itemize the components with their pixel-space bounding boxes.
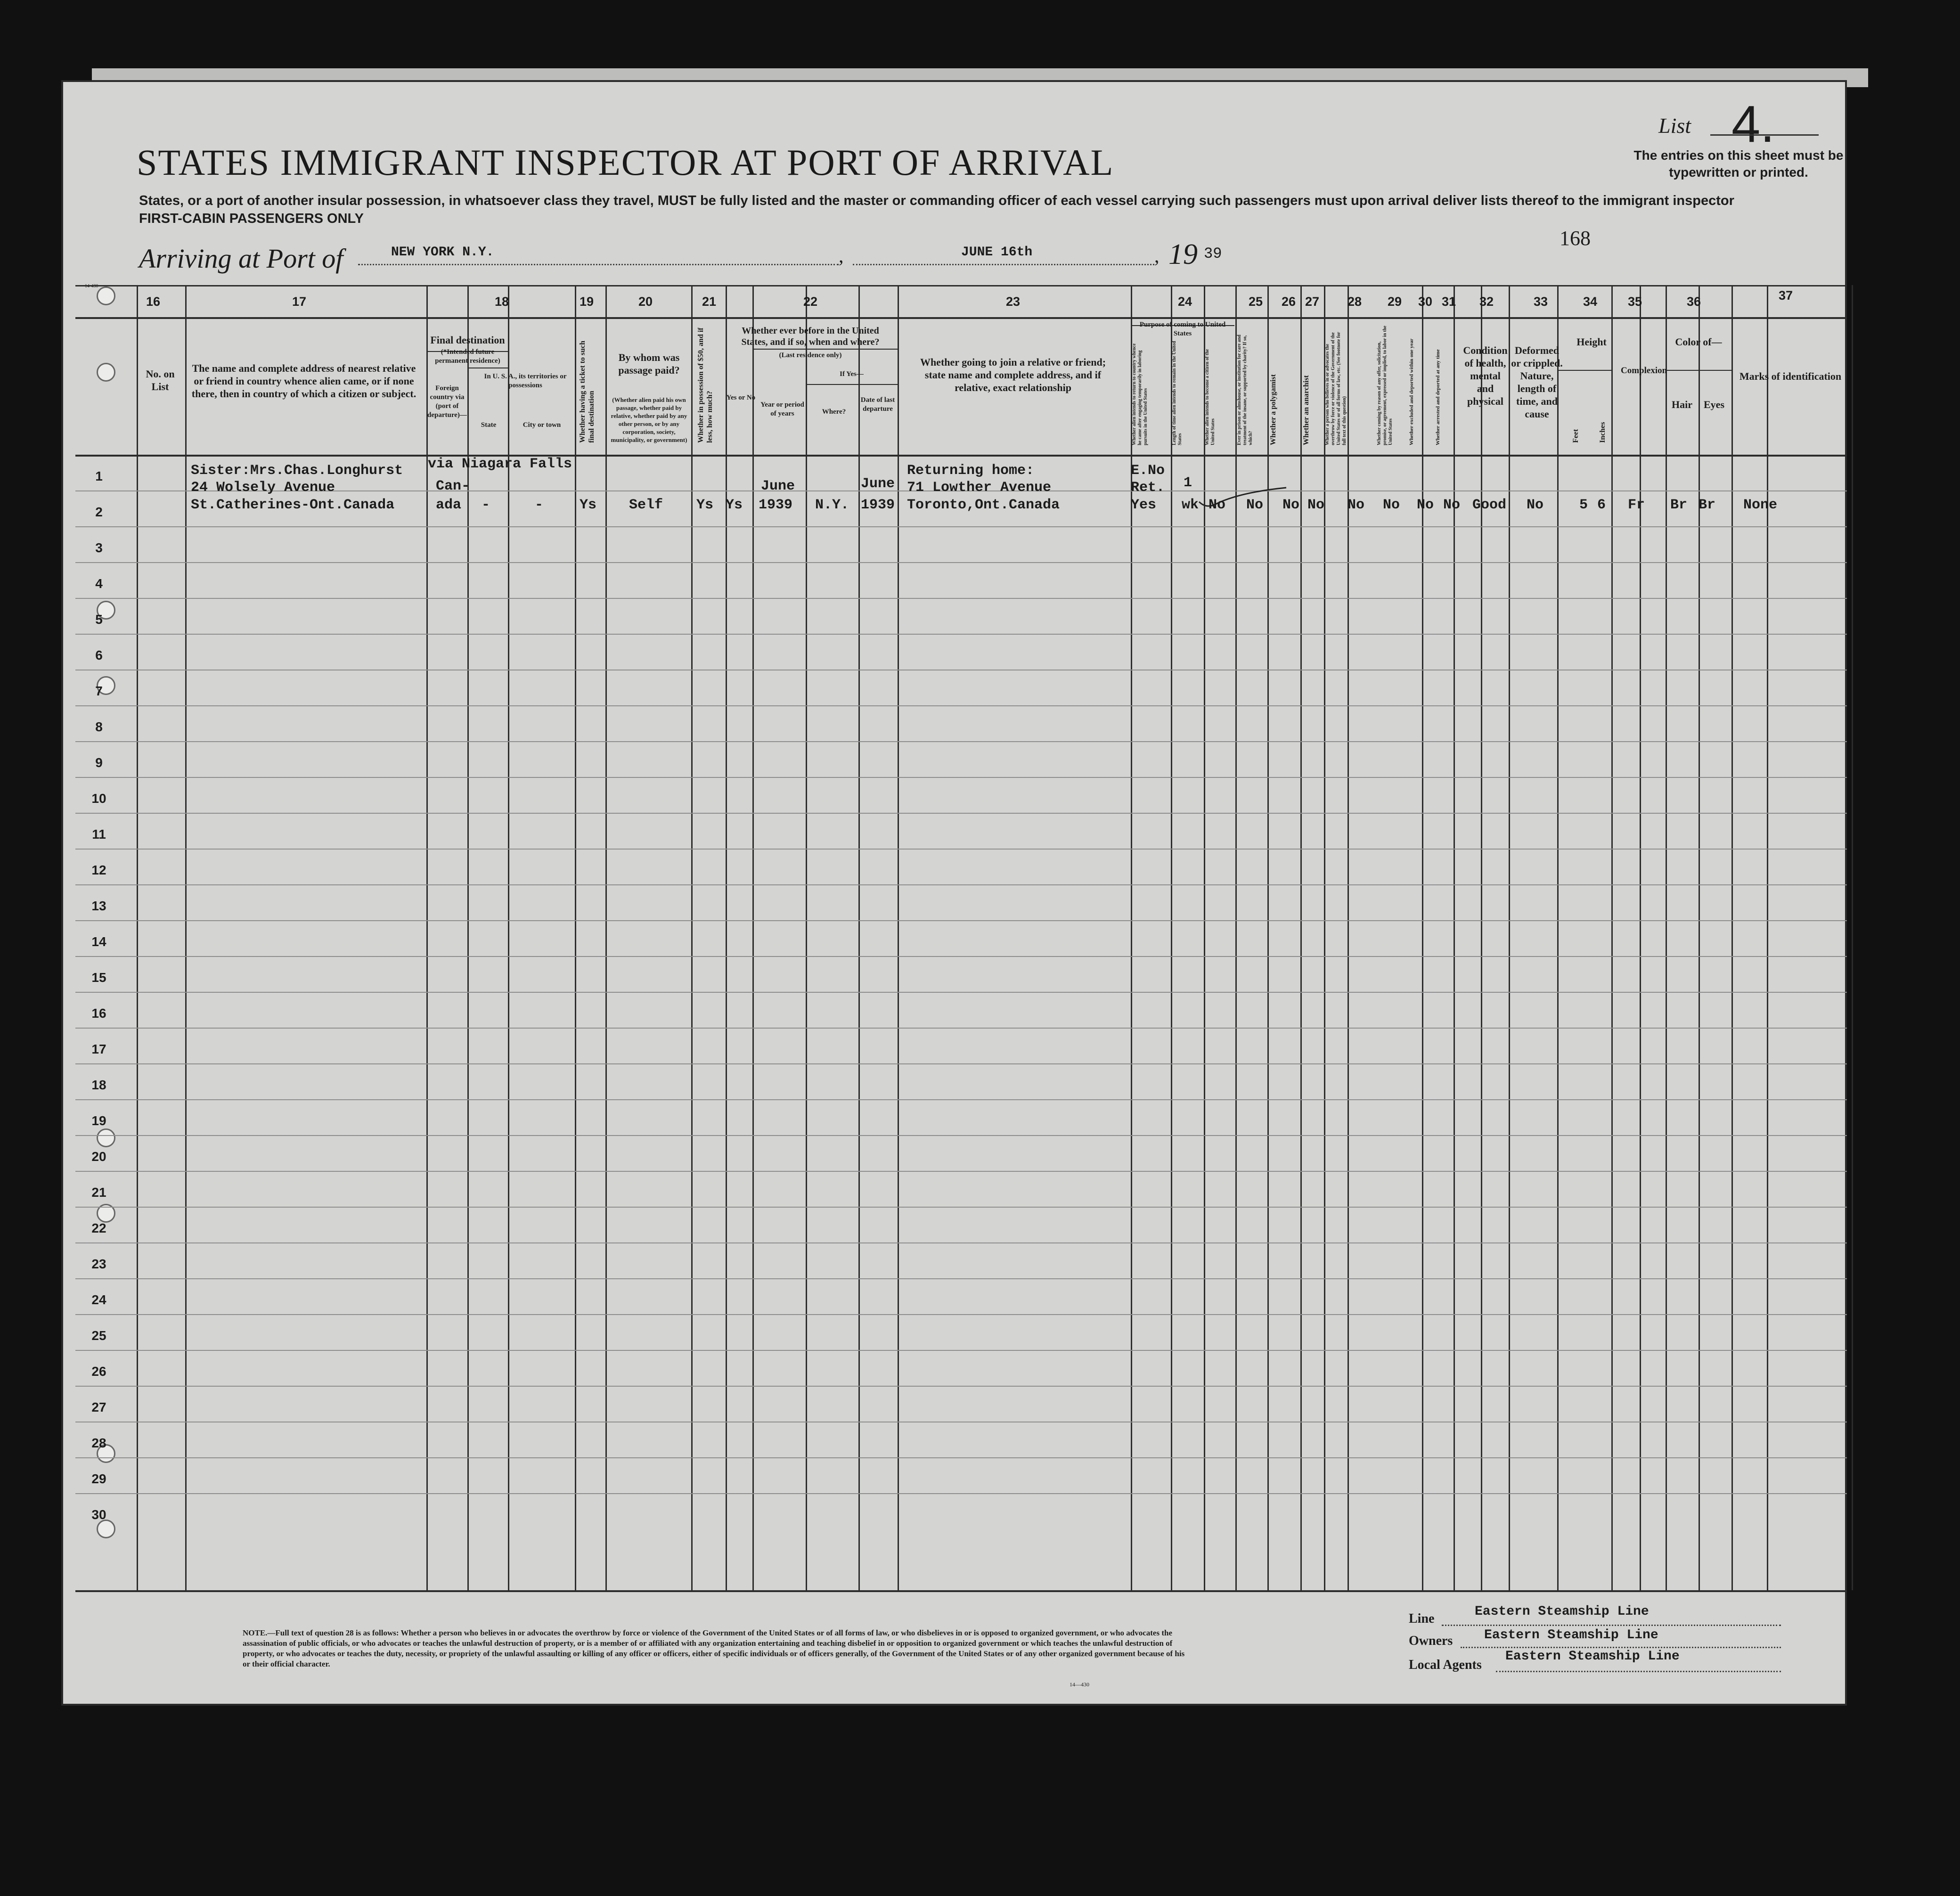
header-inches: Inches	[1599, 422, 1607, 443]
list-underline	[1710, 134, 1819, 136]
row-number: 19	[91, 1113, 106, 1128]
before-in-us-value: Ys	[726, 497, 743, 513]
row-divider	[75, 849, 1847, 850]
row-number: 4	[95, 576, 103, 591]
col-num-20: 20	[638, 294, 653, 309]
footnote-q28: NOTE.—Full text of question 28 is as follows: Whether a person who believes in or advocates the overthrow by force or violence of the Government of the United States or of all forms of law, or who disbelieves in or is opposed to organized government, or who advocates the assassination of public officials, or who advocates or teaches the unlawful destruction of property, or is a member of or affiliated with any organization entertaining and teaching disbelief in or opposition to organized government or which teaches the unlawful destruction of property, or who advocates or teaches the duty, necessity, or propriety of the unlawful assaulting or killing of any officer or officers, either of specific individuals or of officers generally, of the Government of the United States or of any other organized government because of his or their official character.	[243, 1628, 1185, 1668]
row-number: 1	[95, 469, 103, 483]
row-divider	[75, 1314, 1847, 1315]
row-number: 2	[95, 505, 103, 519]
header-where: Where?	[822, 408, 846, 416]
header-q30: Whether excluded and deported within one year	[1409, 338, 1414, 445]
row-number: 6	[95, 648, 103, 662]
header-citizen: Whether alien intends to become a citizen of the United States	[1205, 349, 1216, 445]
arriving-label: Arriving at Port of	[139, 243, 343, 274]
row-divider	[75, 1171, 1847, 1172]
col-num-23: 23	[1005, 294, 1021, 309]
polygamist-value: No	[1282, 497, 1300, 513]
length-stay-l1: 1	[1184, 475, 1192, 491]
row-number: 16	[91, 1006, 106, 1021]
header-polygamist: Whether a polygamist	[1269, 374, 1277, 445]
header-purpose: Purpose of coming to United States	[1139, 321, 1226, 337]
height-feet-value: 5	[1579, 497, 1588, 513]
row-divider	[75, 598, 1847, 599]
joining-line-2: 71 Lowther Avenue	[907, 480, 1052, 496]
relative-line-2: 24 Wolsely Avenue	[191, 480, 335, 496]
row-number: 18	[91, 1078, 106, 1092]
complexion-value: Fr	[1628, 497, 1645, 513]
row-number: 10	[91, 791, 106, 806]
col-num-32: 32	[1479, 294, 1494, 309]
purpose-line-2: Ret.	[1131, 480, 1165, 496]
entries-note: The entries on this sheet must be typewritten or printed.	[1633, 148, 1844, 180]
before-year-l2: 1939	[759, 497, 793, 513]
row-divider	[75, 1063, 1847, 1064]
row-divider	[75, 777, 1847, 778]
via-route: via Niagara Falls	[428, 456, 572, 472]
header-yes-no: Yes or No	[726, 394, 756, 401]
row-divider	[75, 920, 1847, 921]
header-q31: Whether arrested and deported at any time	[1435, 349, 1441, 445]
marks-value: None	[1743, 497, 1778, 513]
header-before-sub: (Last residence only)	[779, 351, 842, 359]
header-q29: Whether coming by reason of any offer, solicitation, promise, or agreement, expressed or implied, to labor in the United States	[1377, 326, 1393, 445]
agents-value: Eastern Steamship Line	[1505, 1649, 1680, 1664]
row-number: 30	[91, 1507, 106, 1522]
port-field: NEW YORK N.Y.	[391, 245, 494, 260]
q31-value: No	[1443, 497, 1461, 513]
header-final-destination: Final destination	[430, 334, 505, 346]
row-number: 12	[91, 863, 106, 877]
header-year: Year or period of years	[760, 401, 804, 417]
row-divider	[75, 956, 1847, 957]
header-state: State	[481, 421, 497, 429]
col-num-27: 27	[1305, 294, 1320, 309]
row-divider	[75, 1135, 1847, 1136]
row-divider	[75, 1207, 1847, 1208]
row-number: 14	[91, 934, 106, 949]
row-divider	[75, 1350, 1847, 1351]
agents-label: Local Agents	[1409, 1658, 1482, 1672]
row-number: 29	[91, 1471, 106, 1486]
row-number: 5	[95, 612, 103, 627]
form-number: 14-430	[85, 284, 98, 289]
row-divider	[75, 741, 1847, 742]
foreign-country-l1: Can-	[436, 478, 470, 494]
row-number: 24	[91, 1292, 106, 1307]
header-ticket: Whether having a ticket to such final destination	[579, 340, 596, 443]
header-prison: Ever in prison or almshouse, or institution for care and treatment of the insane, or supported by charity? If so, which?	[1237, 335, 1253, 445]
row-number: 28	[91, 1436, 106, 1450]
row-number: 23	[91, 1257, 106, 1271]
header-joining: Whether going to join a relative or friend; state name and complete address, and if relative, exact relationship	[920, 356, 1106, 393]
footer-form-number: 14—430	[1070, 1681, 1089, 1688]
col-num-24: 24	[1177, 294, 1192, 309]
row-divider	[75, 1457, 1847, 1458]
last-departure-l1: June	[861, 476, 895, 492]
header-q28: Whether a person who believes in or advocates the overthrow by force or violence of the Government of the United States or of all forms of law, etc. (See footnote for full text of this question)	[1325, 332, 1347, 445]
length-stay-l2: wk	[1182, 497, 1199, 513]
date-field: JUNE 16th	[961, 245, 1033, 260]
year-suffix: 39	[1204, 245, 1222, 262]
col-num-28: 28	[1347, 294, 1362, 309]
row-divider	[75, 562, 1847, 563]
col-num-26: 26	[1282, 294, 1296, 309]
col-num-30: 30	[1418, 294, 1433, 309]
header-complexion: Complexion	[1621, 366, 1667, 376]
header-money: Whether in possession of $50, and if less, how much?	[697, 327, 714, 443]
before-where-value: N.Y.	[815, 497, 849, 513]
header-marks: Marks of identification	[1739, 370, 1842, 382]
header-if-yes: If Yes—	[840, 370, 864, 378]
anarchist-value: No	[1307, 497, 1325, 513]
row-number: 26	[91, 1364, 106, 1379]
purpose-line-3: Yes	[1131, 497, 1157, 513]
col-num-29: 29	[1388, 294, 1402, 309]
line-value: Eastern Steamship Line	[1475, 1604, 1649, 1619]
list-label: List	[1658, 114, 1691, 138]
header-intends-return: Whether alien intends to return to country whence he came after engaging temporarily in laboring pursuits in the United States	[1132, 343, 1148, 445]
q29-value: No	[1383, 497, 1400, 513]
col-num-21: 21	[702, 294, 717, 309]
header-deformed: Deformed or crippled. Nature, length of time, and cause	[1511, 344, 1563, 420]
col-num-35: 35	[1627, 294, 1642, 309]
row-number: 27	[91, 1400, 106, 1414]
eyes-value: Br	[1699, 497, 1716, 513]
health-value: Good	[1472, 497, 1507, 513]
dest-state: -	[482, 497, 490, 513]
col-num-19: 19	[580, 294, 594, 309]
passage-paid-value: Self	[629, 497, 663, 513]
before-year-l1: June	[761, 478, 795, 494]
header-passage-paid-sub: (Whether alien paid his own passage, whether paid by relative, whether paid by any other person, or by any corporation, society, municipality, or government)	[611, 396, 687, 443]
ticket-value: Ys	[580, 497, 597, 513]
row-number: 22	[91, 1221, 106, 1235]
row-divider	[75, 992, 1847, 993]
col-num-25: 25	[1249, 294, 1263, 309]
header-in-usa: In U. S. A., its territories or possessions	[484, 373, 567, 389]
header-foreign-country: Foreign country via (port of departure)—	[427, 384, 467, 419]
row-divider	[75, 1242, 1847, 1243]
header-feet: Feet	[1572, 429, 1580, 443]
row-number: 7	[95, 684, 103, 698]
header-eyes: Eyes	[1704, 399, 1724, 410]
row-number: 17	[91, 1042, 106, 1056]
citizen-value: No	[1209, 497, 1226, 513]
row-divider	[75, 1278, 1847, 1279]
header-anarchist: Whether an anarchist	[1302, 375, 1310, 445]
purpose-line-1: E.No	[1131, 463, 1165, 479]
row-number: 8	[95, 719, 103, 734]
relative-line-1: Sister:Mrs.Chas.Longhurst	[191, 463, 403, 479]
col-num-34: 34	[1583, 294, 1598, 309]
port-field-line	[358, 264, 839, 265]
col-num-16: 16	[146, 294, 161, 309]
row-divider	[75, 884, 1847, 885]
height-inches-value: 6	[1597, 497, 1606, 513]
page-title: STATES IMMIGRANT INSPECTOR AT PORT OF ARRIVAL	[137, 142, 1114, 183]
row-divider	[75, 526, 1847, 527]
row-number: 13	[91, 899, 106, 913]
row-divider	[75, 813, 1847, 814]
instruction-line: States, or a port of another insular possession, in whatsoever class they travel, MUST be fully listed and the master or commanding officer of each vessel carrying such passengers must upon arrival deliver lists thereof to the immigrant inspector	[139, 193, 1734, 208]
header-final-destination-sub: (*Intended future permanent residence)	[435, 348, 500, 365]
header-last-departure: Date of last departure	[860, 396, 895, 413]
owners-value: Eastern Steamship Line	[1484, 1628, 1658, 1643]
col-num-17: 17	[292, 294, 307, 309]
row-number: 21	[91, 1185, 106, 1200]
year-prefix: 19	[1168, 238, 1198, 270]
row-divider	[75, 1099, 1847, 1100]
col-num-36: 36	[1686, 294, 1701, 309]
prison-value: No	[1246, 497, 1264, 513]
header-height: Height	[1576, 336, 1607, 348]
list-number: 4.	[1731, 95, 1775, 153]
row-number: 25	[91, 1328, 106, 1343]
money-value: Ys	[696, 497, 714, 513]
passenger-class-line: FIRST-CABIN PASSENGERS ONLY	[139, 211, 364, 226]
col-num-33: 33	[1533, 294, 1548, 309]
header-city: City or town	[523, 421, 561, 429]
deformed-value: No	[1527, 497, 1544, 513]
row-number: 3	[95, 540, 103, 555]
row-divider	[75, 1386, 1847, 1387]
header-hair: Hair	[1672, 399, 1692, 410]
header-passage-paid: By whom was passage paid?	[618, 351, 680, 376]
header-relative-address: The name and complete address of nearest relative or friend in country whence alien came, or if none there, then in country of which a citizen or subject.	[191, 362, 416, 400]
row-number: 15	[91, 970, 106, 985]
owners-label: Owners	[1409, 1634, 1453, 1648]
header-before-in-us: Whether ever before in the United States, and if so, when and where?	[741, 326, 880, 347]
foreign-country-l2: ada	[436, 497, 462, 513]
col-num-22: 22	[803, 294, 818, 309]
last-departure-l2: 1939	[861, 497, 895, 513]
header-color: Color of—	[1675, 336, 1722, 348]
q28-value: No	[1348, 497, 1365, 513]
stamp-number: 168	[1560, 227, 1591, 250]
date-field-line	[853, 264, 1154, 265]
header-length-stay: Length of time alien intends to remain in the United States	[1172, 341, 1183, 445]
header-no-on-list: No. on List	[146, 368, 175, 392]
row-number: 11	[92, 827, 106, 842]
col-num-37: 37	[1778, 288, 1793, 302]
col-num-31: 31	[1442, 294, 1456, 309]
header-health: Condition of health, mental and physical	[1463, 344, 1508, 407]
row-number: 20	[91, 1149, 106, 1164]
col-num-18: 18	[494, 294, 509, 309]
hair-value: Br	[1670, 497, 1688, 513]
joining-line-3: Toronto,Ont.Canada	[907, 497, 1060, 513]
row-divider	[75, 1028, 1847, 1029]
relative-line-3: St.Catherines-Ont.Canada	[191, 497, 395, 513]
joining-line-1: Returning home:	[907, 463, 1035, 479]
dest-city: -	[535, 497, 544, 513]
line-label: Line	[1409, 1611, 1435, 1626]
row-divider	[75, 634, 1847, 635]
row-divider	[75, 1493, 1847, 1494]
q30-value: No	[1417, 497, 1434, 513]
row-divider	[75, 705, 1847, 706]
row-number: 9	[95, 755, 103, 770]
